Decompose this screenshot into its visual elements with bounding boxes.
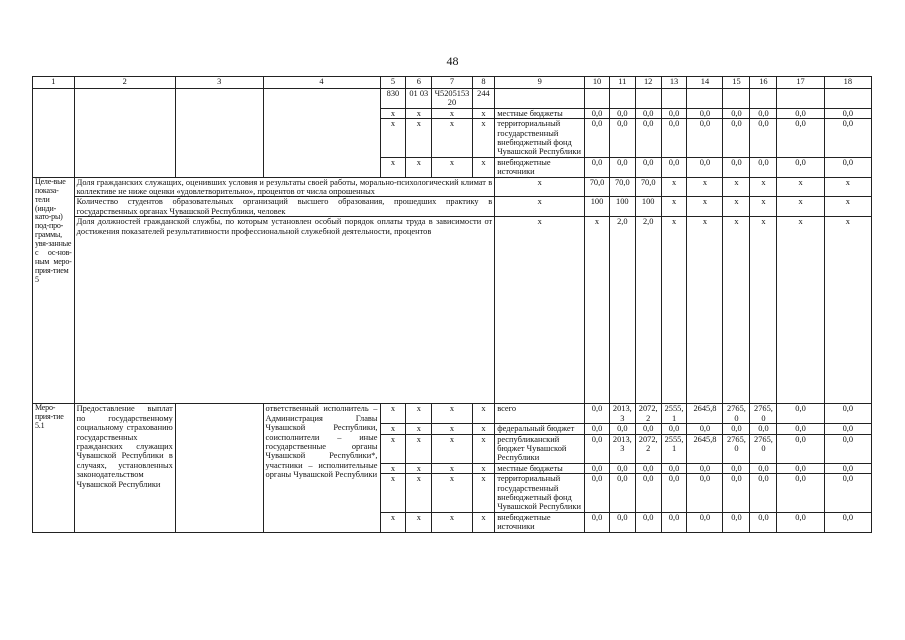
column-header: 14 xyxy=(687,77,723,89)
value-cell: 0,0 xyxy=(661,108,687,118)
code-cell: x xyxy=(380,424,406,434)
value-cell: 2072,2 xyxy=(635,404,661,424)
code-cell: x xyxy=(472,119,494,158)
code-cell: x xyxy=(380,463,406,473)
value-cell: x xyxy=(661,177,687,197)
column-header: 12 xyxy=(635,77,661,89)
value-cell: 0,0 xyxy=(661,512,687,532)
column-header: 10 xyxy=(585,77,610,89)
value-cell: x xyxy=(750,197,777,217)
blank-cell xyxy=(495,89,585,109)
indicator-text: Количество студентов образовательных организаций высшего образования, прошедших практику в государственных органах Чувашской Республики, человек xyxy=(74,197,495,217)
value-cell: 0,0 xyxy=(777,434,824,463)
value-cell: 0,0 xyxy=(777,424,824,434)
value-cell: 2555,1 xyxy=(661,434,687,463)
indicator-c9: x xyxy=(495,197,585,217)
value-cell: 0,0 xyxy=(750,463,777,473)
value-cell: 0,0 xyxy=(750,424,777,434)
code-cell: x xyxy=(406,474,432,513)
code-cell: x xyxy=(406,424,432,434)
code-cell: x xyxy=(432,424,472,434)
value-cell: 0,0 xyxy=(723,512,750,532)
value-cell: 0,0 xyxy=(824,512,871,532)
code-cell: x xyxy=(380,512,406,532)
funding-source: республиканский бюджет Чувашской Республики xyxy=(495,434,585,463)
value-cell: 0,0 xyxy=(687,424,723,434)
budget-code: 01 03 xyxy=(406,89,432,109)
value-cell: 70,0 xyxy=(585,177,610,197)
value-cell: 2645,8 xyxy=(687,434,723,463)
page-number: 48 xyxy=(446,54,459,68)
code-cell: x xyxy=(472,404,494,424)
value-cell: 0,0 xyxy=(777,119,824,158)
value-cell: x xyxy=(687,197,723,217)
value-cell: 0,0 xyxy=(635,119,661,158)
value-cell: 0,0 xyxy=(723,474,750,513)
code-cell: x xyxy=(380,404,406,424)
table-row xyxy=(33,89,872,109)
code-cell: x xyxy=(432,108,472,118)
column-header: 9 xyxy=(495,77,585,89)
code-cell: x xyxy=(432,434,472,463)
value-cell: x xyxy=(723,217,750,404)
value-cell: 0,0 xyxy=(777,463,824,473)
value-cell: x xyxy=(750,217,777,404)
value-cell: x xyxy=(750,177,777,197)
value-cell: 100 xyxy=(609,197,635,217)
value-cell: x xyxy=(824,217,871,404)
column-header: 6 xyxy=(406,77,432,89)
blank-cell xyxy=(33,89,75,178)
code-cell: x xyxy=(432,119,472,158)
value-cell: 0,0 xyxy=(609,424,635,434)
value-cell: x xyxy=(824,197,871,217)
value-cell: 0,0 xyxy=(687,157,723,177)
funding-source: федеральный бюджет xyxy=(495,424,585,434)
value-cell: 0,0 xyxy=(585,119,610,158)
value-cell: 0,0 xyxy=(585,108,610,118)
value-cell: 0,0 xyxy=(687,108,723,118)
value-cell: 0,0 xyxy=(609,463,635,473)
value-cell: 0,0 xyxy=(824,424,871,434)
blank-cell xyxy=(723,89,750,109)
code-cell: x xyxy=(406,157,432,177)
code-cell: x xyxy=(432,512,472,532)
measure-name: Предоставление выплат по государственному социальному страхованию государственных гражданских служащих Чувашской Республики в случаях, установленных законодательством Чувашской Республики xyxy=(74,404,175,532)
blank-cell xyxy=(777,89,824,109)
value-cell: 0,0 xyxy=(723,463,750,473)
value-cell: 0,0 xyxy=(824,108,871,118)
code-cell: x xyxy=(380,119,406,158)
column-header: 2 xyxy=(74,77,175,89)
value-cell: 0,0 xyxy=(635,512,661,532)
indicator-text: Доля гражданских служащих, оценивших условия и результаты своей работы, морально-психологический климат в коллективе не ниже оценки «удовлетворительно», процентов от числа опрошенных xyxy=(74,177,495,197)
value-cell: 0,0 xyxy=(824,463,871,473)
code-cell: x xyxy=(432,404,472,424)
budget-code: Ч520515320 xyxy=(432,89,472,109)
blank-cell xyxy=(687,89,723,109)
value-cell: 0,0 xyxy=(723,157,750,177)
blank-cell xyxy=(750,89,777,109)
value-cell: 2013,3 xyxy=(609,404,635,424)
code-cell: x xyxy=(406,404,432,424)
value-cell: 2645,8 xyxy=(687,404,723,424)
code-cell: x xyxy=(472,474,494,513)
value-cell: 0,0 xyxy=(687,463,723,473)
value-cell: 0,0 xyxy=(609,512,635,532)
measure-label: Меро-прия-тие 5.1 xyxy=(33,404,75,532)
value-cell: 2072,2 xyxy=(635,434,661,463)
value-cell: x xyxy=(777,197,824,217)
code-cell: x xyxy=(406,434,432,463)
value-cell: 0,0 xyxy=(635,474,661,513)
indicator-row xyxy=(33,197,872,217)
value-cell: 0,0 xyxy=(661,474,687,513)
code-cell: x xyxy=(472,108,494,118)
value-cell: 0,0 xyxy=(635,108,661,118)
value-cell: 100 xyxy=(635,197,661,217)
value-cell: x xyxy=(723,177,750,197)
code-cell: x xyxy=(432,463,472,473)
value-cell: 0,0 xyxy=(585,512,610,532)
indicator-text: Доля должностей гражданской службы, по которым установлен особый порядок оплаты труда в зависимости от достижения показателей результативности профессиональной служебной деятельности, процентов xyxy=(74,217,495,404)
code-cell: x xyxy=(472,463,494,473)
measure-executor: ответственный исполнитель – Администрация Главы Чувашской Республики, соисполнители – иные государственные органы Чувашской Республики*, участники – исполнительные органы Чувашской Республики xyxy=(263,404,380,532)
value-cell: 2,0 xyxy=(609,217,635,404)
indicator-c9: x xyxy=(495,217,585,404)
value-cell: 0,0 xyxy=(585,474,610,513)
value-cell: 0,0 xyxy=(777,474,824,513)
value-cell: 0,0 xyxy=(750,474,777,513)
value-cell: 0,0 xyxy=(824,474,871,513)
blank-cell xyxy=(824,89,871,109)
column-header: 17 xyxy=(777,77,824,89)
indicator-c9: x xyxy=(495,177,585,197)
code-cell: x xyxy=(472,157,494,177)
code-cell: x xyxy=(406,108,432,118)
value-cell: 0,0 xyxy=(609,119,635,158)
value-cell: 0,0 xyxy=(585,424,610,434)
value-cell: 0,0 xyxy=(777,108,824,118)
value-cell: 0,0 xyxy=(824,434,871,463)
value-cell: 70,0 xyxy=(609,177,635,197)
value-cell: 0,0 xyxy=(635,157,661,177)
column-header: 4 xyxy=(263,77,380,89)
blank-cell xyxy=(263,89,380,178)
header-row xyxy=(33,77,872,89)
column-header: 18 xyxy=(824,77,871,89)
funding-source: местные бюджеты xyxy=(495,108,585,118)
value-cell: 0,0 xyxy=(777,157,824,177)
budget-table xyxy=(32,76,872,533)
value-cell: 0,0 xyxy=(824,404,871,424)
column-header: 8 xyxy=(472,77,494,89)
column-header: 3 xyxy=(175,77,263,89)
value-cell: 0,0 xyxy=(777,512,824,532)
code-cell: x xyxy=(380,108,406,118)
column-header: 5 xyxy=(380,77,406,89)
code-cell: x xyxy=(406,512,432,532)
value-cell: 0,0 xyxy=(824,119,871,158)
blank-cell xyxy=(635,89,661,109)
value-cell: 0,0 xyxy=(635,463,661,473)
value-cell: 0,0 xyxy=(723,108,750,118)
code-cell: x xyxy=(432,474,472,513)
column-header: 7 xyxy=(432,77,472,89)
indicator-row xyxy=(33,217,872,404)
blank-cell xyxy=(175,404,263,532)
value-cell: x xyxy=(687,217,723,404)
value-cell: x xyxy=(585,217,610,404)
value-cell: 0,0 xyxy=(687,512,723,532)
value-cell: x xyxy=(777,177,824,197)
value-cell: 2555,1 xyxy=(661,404,687,424)
funding-source: внебюджетные источники xyxy=(495,512,585,532)
budget-code: 830 xyxy=(380,89,406,109)
blank-cell xyxy=(74,89,175,178)
value-cell: x xyxy=(824,177,871,197)
value-cell: 2765,0 xyxy=(750,404,777,424)
value-cell: 0,0 xyxy=(661,157,687,177)
value-cell: 0,0 xyxy=(585,157,610,177)
value-cell: x xyxy=(687,177,723,197)
value-cell: x xyxy=(661,217,687,404)
value-cell: 0,0 xyxy=(687,474,723,513)
value-cell: 100 xyxy=(585,197,610,217)
value-cell: 0,0 xyxy=(750,119,777,158)
blank-cell xyxy=(609,89,635,109)
value-cell: 0,0 xyxy=(585,463,610,473)
column-header: 15 xyxy=(723,77,750,89)
code-cell: x xyxy=(472,434,494,463)
measure-row xyxy=(33,404,872,424)
blank-cell xyxy=(175,89,263,178)
indicator-row xyxy=(33,177,872,197)
value-cell: 0,0 xyxy=(609,474,635,513)
value-cell: 0,0 xyxy=(661,424,687,434)
funding-source: внебюджетные источники xyxy=(495,157,585,177)
value-cell: 2765,0 xyxy=(723,434,750,463)
value-cell: 0,0 xyxy=(585,404,610,424)
value-cell: 0,0 xyxy=(723,119,750,158)
column-header: 1 xyxy=(33,77,75,89)
funding-source: территориальный государственный внебюджетный фонд Чувашской Республики xyxy=(495,119,585,158)
budget-code: 244 xyxy=(472,89,494,109)
code-cell: x xyxy=(432,157,472,177)
value-cell: 70,0 xyxy=(635,177,661,197)
targets-label: Целе-вые показа-тели (инди-като-ры) под-про-граммы, увя-занные с ос-нов-ным меро-прия-тием 5 xyxy=(33,177,75,404)
value-cell: 0,0 xyxy=(609,157,635,177)
code-cell: x xyxy=(380,157,406,177)
value-cell: 0,0 xyxy=(635,424,661,434)
value-cell: 0,0 xyxy=(687,119,723,158)
code-cell: x xyxy=(472,424,494,434)
code-cell: x xyxy=(472,512,494,532)
funding-source: местные бюджеты xyxy=(495,463,585,473)
value-cell: x xyxy=(723,197,750,217)
value-cell: 0,0 xyxy=(824,157,871,177)
value-cell: 2765,0 xyxy=(750,434,777,463)
value-cell: 2765,0 xyxy=(723,404,750,424)
value-cell: 0,0 xyxy=(609,108,635,118)
value-cell: 2,0 xyxy=(635,217,661,404)
value-cell: 0,0 xyxy=(661,119,687,158)
value-cell: 0,0 xyxy=(777,404,824,424)
code-cell: x xyxy=(406,463,432,473)
value-cell: 0,0 xyxy=(585,434,610,463)
column-header: 16 xyxy=(750,77,777,89)
code-cell: x xyxy=(406,119,432,158)
value-cell: 0,0 xyxy=(750,108,777,118)
code-cell: x xyxy=(380,434,406,463)
funding-source: территориальный государственный внебюджетный фонд Чувашской Республики xyxy=(495,474,585,513)
value-cell: x xyxy=(777,217,824,404)
column-header: 11 xyxy=(609,77,635,89)
value-cell: 0,0 xyxy=(750,157,777,177)
value-cell: x xyxy=(661,197,687,217)
funding-source: всего xyxy=(495,404,585,424)
value-cell: 0,0 xyxy=(661,463,687,473)
value-cell: 0,0 xyxy=(723,424,750,434)
value-cell: 0,0 xyxy=(750,512,777,532)
column-header: 13 xyxy=(661,77,687,89)
value-cell: 2013,3 xyxy=(609,434,635,463)
blank-cell xyxy=(661,89,687,109)
blank-cell xyxy=(585,89,610,109)
code-cell: x xyxy=(380,474,406,513)
